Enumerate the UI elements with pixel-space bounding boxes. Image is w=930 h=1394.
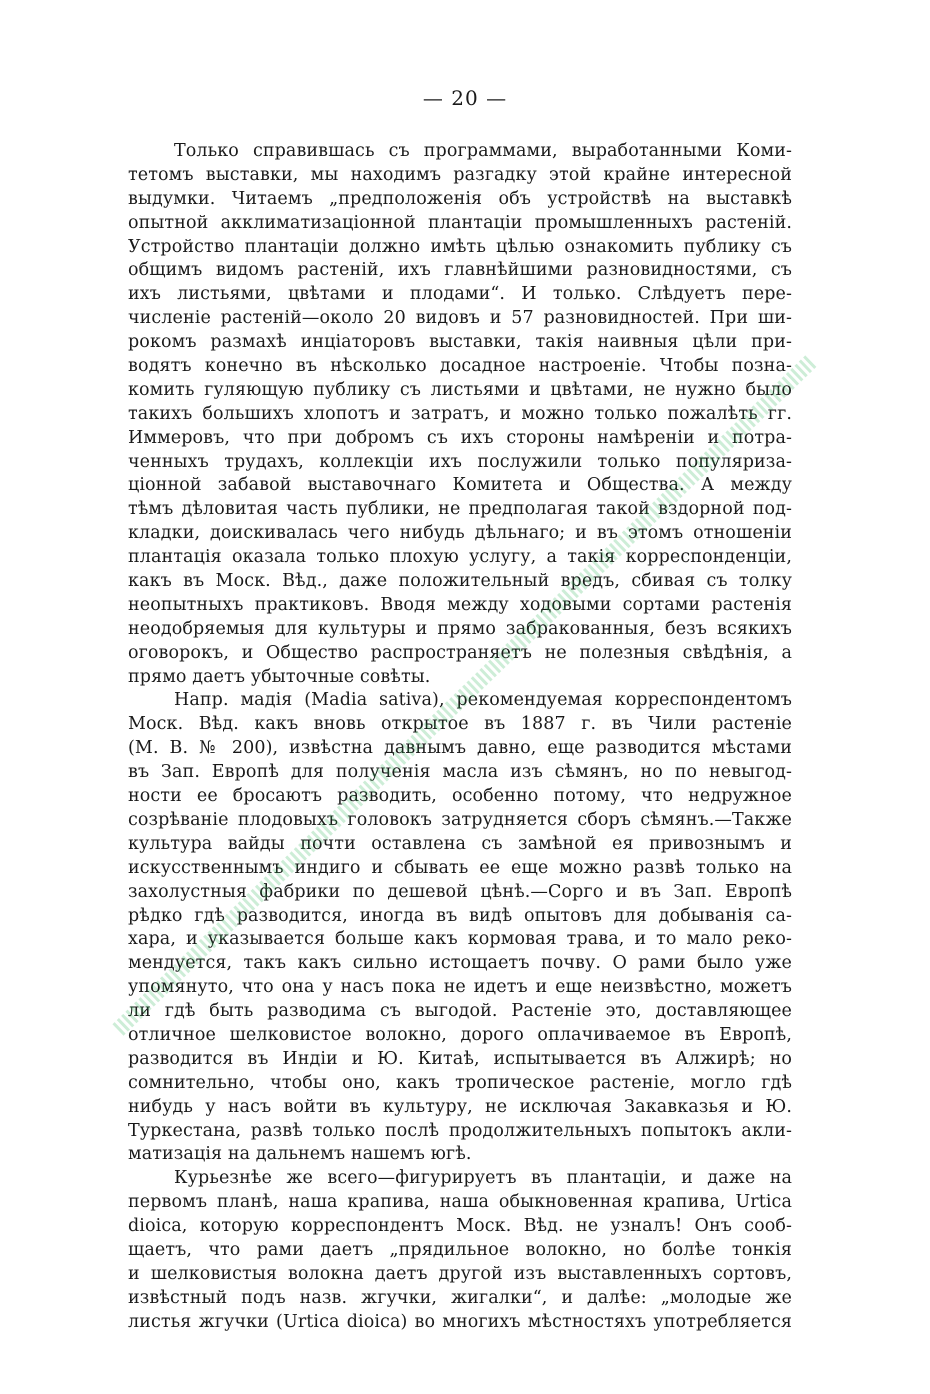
text-line: нибудь у насъ войти въ культуру, не исключая Закавказья и Ю. [128, 1096, 792, 1117]
text-line: ли гдѣ быть разводима съ выгодой. Растеніе это, доставляющее [128, 1001, 792, 1022]
text-line: плантація оказала только плохую услугу, а такія корреспонденціи, [128, 547, 792, 568]
text-line: выдумки. Читаемъ „предположенія объ устройствѣ на выставкѣ [128, 188, 792, 209]
text-line: упомянуто, что она у насъ пока не идетъ и еще неизвѣстно, можетъ [128, 977, 792, 998]
text-line: Иммеровъ, что при добромъ съ ихъ стороны намѣреніи и потра- [128, 427, 792, 448]
text-line: (М. В. № 200), извѣстна давнымъ давно, еще разводится мѣстами [128, 738, 792, 759]
body-text [128, 140, 792, 1335]
text-line: сомнительно, чтобы оно, какъ тропическое растеніе, могло гдѣ [128, 1072, 792, 1093]
text-line: хара, и указывается больше какъ кормовая трава, и то мало реко- [128, 929, 792, 950]
text-line: въ Зап. Европѣ для полученія масла изъ сѣмянъ, но по невыгод- [128, 762, 792, 783]
text-line: численіе растеній—около 20 видовъ и 57 разновидностей. При ши- [128, 308, 792, 329]
text-line: культура вайды почти оставлена съ замѣной ея привознымъ и [128, 833, 792, 854]
text-line: ихъ листьями, цвѣтами и плодами“. И только. Слѣдуетъ пере- [128, 284, 792, 305]
text-line: разводится въ Индіи и Ю. Китаѣ, испытывается въ Алжирѣ; но [128, 1048, 792, 1069]
text-line: Туркестана, развѣ только послѣ продолжительныхъ попытокъ акли- [128, 1120, 792, 1141]
text-line: опытной акклиматизаціонной плантаціи промышленныхъ растеній. [128, 212, 792, 233]
text-line: Моск. Вѣд. какъ вновь открытое въ 1887 г. въ Чили растеніе [128, 714, 792, 735]
text-line: матизація на дальнемъ нашемъ югѣ. [128, 1144, 472, 1165]
text-line: общимъ видомъ растеній, ихъ главнѣйшими разновидностями, съ [128, 260, 792, 281]
text-line: неодобряемыя для культуры и прямо забракованныя, безъ всякихъ [128, 618, 792, 639]
text-line: созрѣваніе плодовыхъ головокъ затрудняется сборъ сѣмянъ.—Также [128, 809, 792, 830]
text-line: первомъ планѣ, наша крапива, наша обыкновенная крапива, Urtica [128, 1192, 792, 1213]
text-line: рѣдко гдѣ разводится, иногда въ видѣ опытовъ для добыванія са- [128, 905, 792, 926]
text-line: Устройство плантаціи должно имѣть цѣлью ознакомить публику съ [128, 236, 792, 257]
text-line: Только справившась съ программами, выработанными Коми- [174, 141, 792, 161]
text-line: тетомъ выставки, мы находимъ разгадку этой крайне интересной [128, 164, 792, 185]
text-line: оговорокъ, и Общество распространяетъ не полезныя свѣдѣнія, а [128, 642, 792, 663]
text-line: искусственнымъ индиго и сбывать ее еще можно развѣ только на [128, 857, 792, 878]
text-line: dioica, которую корреспондентъ Моск. Вѣд. не узналъ! Онъ сооб- [128, 1216, 792, 1237]
text-line: ности ее бросаютъ разводить, особенно потому, что недружное [128, 786, 792, 807]
text-line: Напр. мадія (Madia sativa), рекомендуемая корреспондентомъ [174, 690, 792, 711]
text-line: водятъ конечно въ нѣсколько досадное настроеніе. Чтобы позна- [128, 356, 792, 377]
text-line: неопытныхъ практиковъ. Вводя между ходовыми сортами растенія [128, 594, 792, 615]
text-line: отличное шелковистое волокно, дорого оплачиваемое въ Европѣ, [128, 1024, 792, 1045]
text-line: мендуется, такъ какъ сильно истощаетъ почву. О рами было уже [128, 953, 792, 974]
text-line: щаетъ, что рами даетъ „прядильное волокно, но болѣе тонкія [128, 1239, 792, 1260]
page-number: — 20 — [422, 86, 508, 110]
text-line: ціонной забавой выставочнаго Комитета и Общества. А между [128, 475, 792, 496]
text-line: листья жгучки (Urtica dioica) во многихъ мѣстностяхъ употребляется [128, 1311, 792, 1332]
text-line: прямо даетъ убыточные совѣты. [128, 666, 431, 687]
text-line: какъ въ Моск. Вѣд., даже положительный вредъ, сбивая съ толку [128, 571, 792, 592]
text-line: комить гуляющую публику съ листьями и цвѣтами, не нужно было [128, 379, 792, 400]
text-line: такихъ большихъ хлопотъ и затратъ, и можно только пожалѣть гг. [128, 403, 792, 424]
text-line: тѣмъ дѣловитая часть публики, не предполагая такой вздорной под- [128, 499, 792, 520]
text-line: извѣстный подъ назв. жгучки, жигалки“, и далѣе: „молодые же [128, 1287, 792, 1308]
text-line: захолустныя фабрики по дешевой цѣнѣ.—Сорго и въ Зап. Европѣ [128, 881, 792, 902]
text-line: ченныхъ трудахъ, коллекціи ихъ послужили только популяриза- [128, 451, 792, 472]
text-line: рокомъ размахѣ инціаторовъ выставки, такія наивныя цѣли при- [128, 332, 792, 353]
text-line: кладки, доискивалась чего нибудь дѣльнаго; и въ этомъ отношеніи [128, 523, 792, 544]
text-line: Курьезнѣе же всего—фигурируетъ въ плантаціи, и даже на [174, 1168, 792, 1189]
text-line: и шелковистыя волокна даетъ другой изъ выставленныхъ сортовъ, [128, 1263, 792, 1284]
